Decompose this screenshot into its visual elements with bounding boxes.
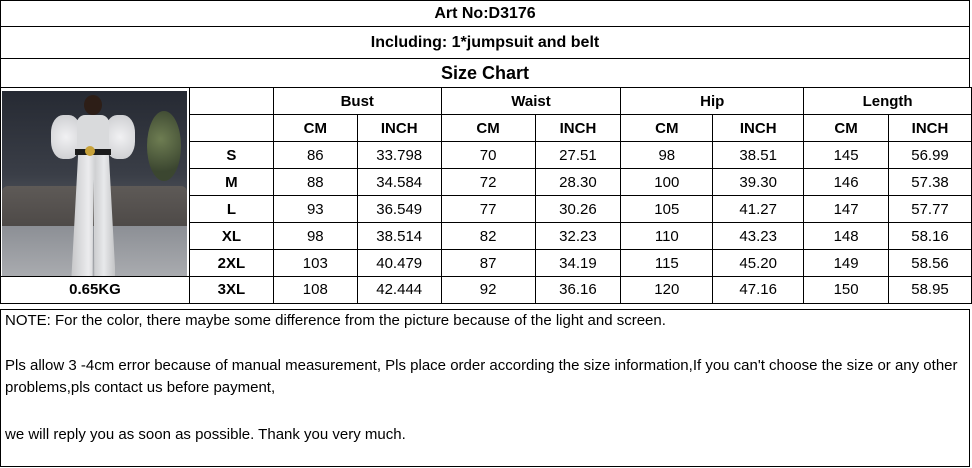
table-cell: 58.16 (889, 223, 972, 250)
table-cell: 30.26 (535, 196, 621, 223)
size-chart-title: Size Chart (0, 58, 970, 88)
table-cell: 105 (621, 196, 713, 223)
wide-leg-pants (71, 155, 115, 276)
table-cell: 145 (804, 142, 889, 169)
table-cell: 98 (621, 142, 713, 169)
group-header-waist: Waist (441, 88, 621, 115)
reply-note: we will reply you as soon as possible. Thank you very much. (5, 426, 406, 443)
table-row (1, 277, 972, 304)
package-weight: 0.65KG (1, 277, 190, 304)
unit-header: CM (273, 115, 357, 142)
size-label: L (189, 196, 273, 223)
table-cell: 150 (804, 277, 889, 304)
table-cell: 36.16 (535, 277, 621, 304)
table-cell: 57.38 (889, 169, 972, 196)
table-cell: 57.77 (889, 196, 972, 223)
table-cell: 108 (273, 277, 357, 304)
size-label: XL (189, 223, 273, 250)
size-table (0, 87, 972, 304)
table-cell: 86 (273, 142, 357, 169)
group-header-hip: Hip (621, 88, 804, 115)
table-cell: 87 (441, 250, 535, 277)
group-header-length: Length (804, 88, 972, 115)
size-label: S (189, 142, 273, 169)
table-cell: 41.27 (713, 196, 804, 223)
size-label: 2XL (189, 250, 273, 277)
head (84, 95, 102, 115)
unit-header: CM (804, 115, 889, 142)
table-cell: 36.549 (357, 196, 441, 223)
table-cell: 42.444 (357, 277, 441, 304)
corner-cell (189, 115, 273, 142)
table-cell: 32.23 (535, 223, 621, 250)
table-cell: 98 (273, 223, 357, 250)
table-cell: 34.584 (357, 169, 441, 196)
table-cell: 40.479 (357, 250, 441, 277)
table-cell: 110 (621, 223, 713, 250)
table-cell: 58.95 (889, 277, 972, 304)
table-cell: 93 (273, 196, 357, 223)
torso (77, 115, 109, 151)
table-cell: 120 (621, 277, 713, 304)
plant-shape (147, 111, 181, 181)
table-cell: 38.51 (713, 142, 804, 169)
table-cell: 147 (804, 196, 889, 223)
table-cell: 45.20 (713, 250, 804, 277)
product-photo-cell (1, 88, 190, 277)
unit-header: INCH (535, 115, 621, 142)
table-cell: 39.30 (713, 169, 804, 196)
unit-header: CM (621, 115, 713, 142)
measurement-note: Pls allow 3 -4cm error because of manual measurement, Pls place order according the size information,If you can't choose the size or any other problems,pls contact us before payment, (5, 357, 958, 396)
table-cell: 56.99 (889, 142, 972, 169)
table-cell: 47.16 (713, 277, 804, 304)
table-cell: 33.798 (357, 142, 441, 169)
group-header-bust: Bust (273, 88, 441, 115)
table-cell: 77 (441, 196, 535, 223)
article-number: Art No:D3176 (0, 0, 970, 27)
table-cell: 28.30 (535, 169, 621, 196)
table-cell: 82 (441, 223, 535, 250)
unit-header: INCH (713, 115, 804, 142)
color-note: NOTE: For the color, there maybe some difference from the picture because of the light and screen. (5, 312, 666, 329)
unit-header: INCH (357, 115, 441, 142)
table-cell: 58.56 (889, 250, 972, 277)
size-label: 3XL (189, 277, 273, 304)
model-figure (47, 93, 137, 276)
table-cell: 103 (273, 250, 357, 277)
table-cell: 148 (804, 223, 889, 250)
table-cell: 43.23 (713, 223, 804, 250)
table-cell: 70 (441, 142, 535, 169)
table-cell: 92 (441, 277, 535, 304)
unit-header: CM (441, 115, 535, 142)
table-cell: 38.514 (357, 223, 441, 250)
unit-header: INCH (889, 115, 972, 142)
table-cell: 34.19 (535, 250, 621, 277)
table-cell: 100 (621, 169, 713, 196)
package-contents: Including: 1*jumpsuit and belt (0, 26, 970, 59)
table-cell: 149 (804, 250, 889, 277)
table-cell: 72 (441, 169, 535, 196)
notes-box (0, 309, 970, 467)
product-photo (2, 91, 187, 276)
table-cell: 88 (273, 169, 357, 196)
table-cell: 27.51 (535, 142, 621, 169)
table-cell: 115 (621, 250, 713, 277)
size-label: M (189, 169, 273, 196)
corner-cell (189, 88, 273, 115)
table-cell: 146 (804, 169, 889, 196)
